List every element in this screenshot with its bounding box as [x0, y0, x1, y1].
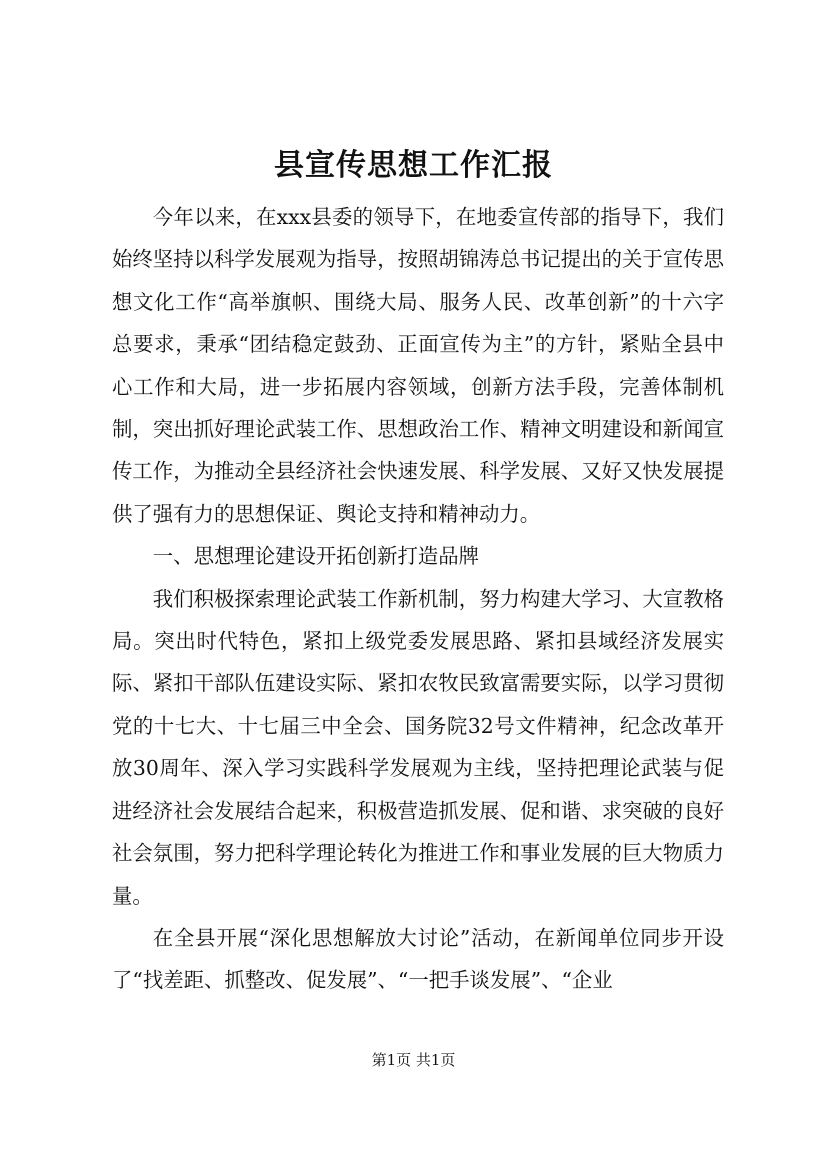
page-footer: 第1页 共1页	[371, 1051, 456, 1069]
paragraph-theory: 我们积极探索理论武装工作新机制，努力构建大学习、大宣教格局。突出时代特色，紧扣上级党委发展思路、紧扣县域经济发展实际、紧扣干部队伍建设实际、紧扣农牧民致富需要实际，以学习贯彻党的十七大、十七届三中全会、国务院32号文件精神，纪念改革开放30周年、深入学习实践科学发展观为主线，坚持把理论武装与促进经济社会发展结合起来，积极营造抓发展、促和谐、求突破的良好社会氛围，努力把科学理论转化为推进工作和事业发展的巨大物质力量。	[112, 586, 724, 908]
document-title: 县宣传思想工作汇报	[274, 148, 553, 183]
paragraph-intro: 今年以来，在xxx县委的领导下，在地委宣传部的指导下，我们始终坚持以科学发展观为指导，按照胡锦涛总书记提出的关于宣传思想文化工作“高举旗帜、围绕大局、服务人民、改革创新”的十六字总要求，秉承“团结稳定鼓劲、正面宣传为主”的方针，紧贴全县中心工作和大局，进一步拓展内容领域，创新方法手段，完善体制机制，突出抓好理论武装工作、思想政治工作、精神文明建设和新闻宣传工作，为推动全县经济社会快速发展、科学发展、又好又快发展提供了强有力的思想保证、舆论支持和精神动力。	[112, 205, 724, 526]
section-heading: 一、思想理论建设开拓创新打造品牌	[152, 544, 480, 569]
paragraph-discussion: 在全县开展“深化思想解放大讨论”活动，在新闻单位同步开设了“找差距、抓整改、促发展”、“一把手谈发展”、“企业	[112, 925, 724, 993]
document-body	[112, 196, 724, 1002]
